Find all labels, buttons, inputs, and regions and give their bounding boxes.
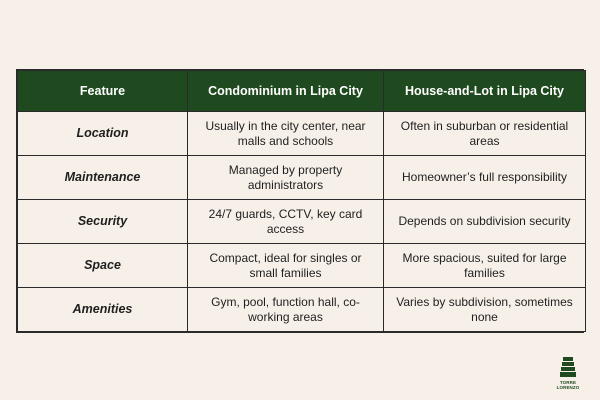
row-feature-cell: Amenities [18,288,188,332]
row-house-cell: More spacious, suited for large families [384,244,586,288]
table-row [18,200,586,244]
row-house-cell: Often in suburban or residential areas [384,112,586,156]
header-condominium: Condominium in Lipa City [188,71,384,112]
brand-line-2: LORENZO [556,385,580,390]
row-house-cell: Depends on subdivision security [384,200,586,244]
row-house-cell: Homeowner’s full responsibility [384,156,586,200]
table-row [18,156,586,200]
row-condo-cell: Usually in the city center, near malls and schools [188,112,384,156]
table-row [18,112,586,156]
row-condo-cell: Gym, pool, function hall, co-working areas [188,288,384,332]
row-condo-cell: Managed by property administrators [188,156,384,200]
comparison-table-container [16,69,584,333]
header-feature: Feature [18,71,188,112]
row-condo-cell: Compact, ideal for singles or small families [188,244,384,288]
comparison-table [17,70,586,332]
row-feature-cell: Location [18,112,188,156]
table-row [18,244,586,288]
row-feature-cell: Maintenance [18,156,188,200]
header-house-and-lot: House-and-Lot in Lipa City [384,71,586,112]
row-house-cell: Varies by subdivision, sometimes none [384,288,586,332]
row-feature-cell: Space [18,244,188,288]
row-condo-cell: 24/7 guards, CCTV, key card access [188,200,384,244]
table-row [18,288,586,332]
brand-wordmark [549,380,587,390]
row-feature-cell: Security [18,200,188,244]
brand-line-1: TORRE [559,380,577,385]
table-header-row [18,71,586,112]
